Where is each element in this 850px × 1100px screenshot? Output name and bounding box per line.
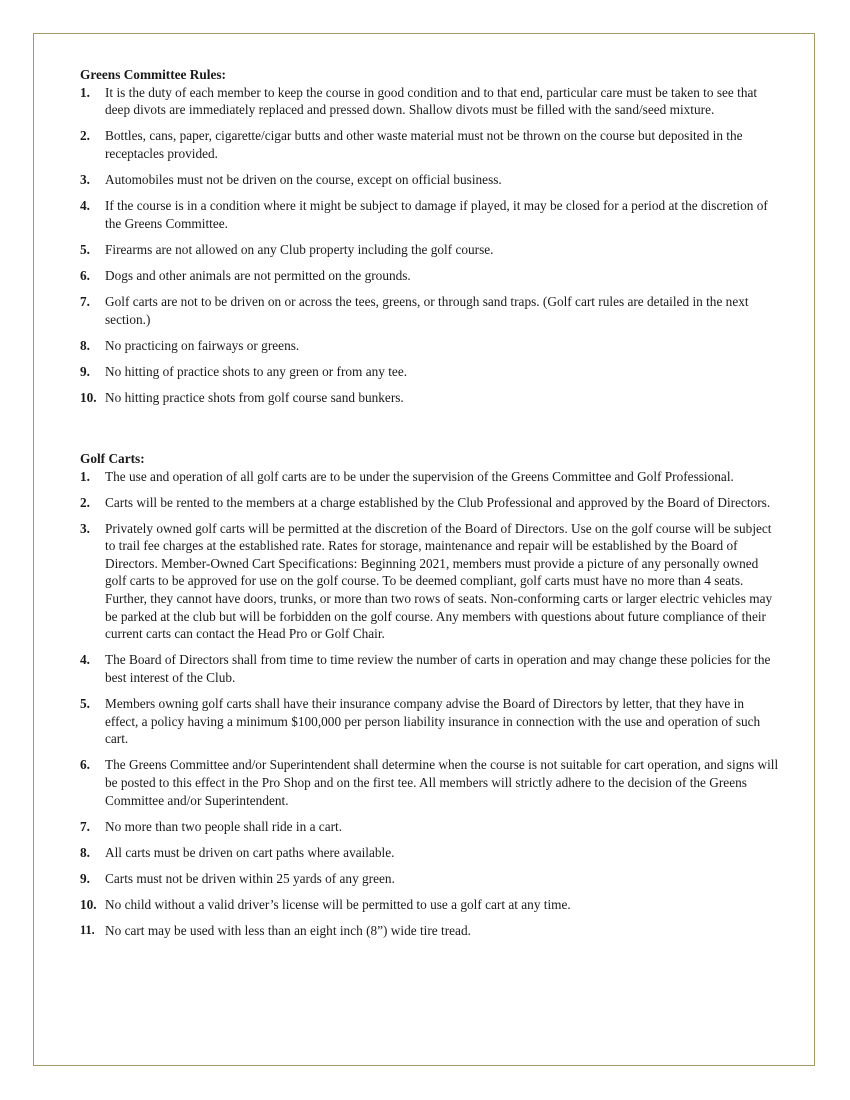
item-number: 7. bbox=[80, 818, 90, 834]
item-text: Carts must not be driven within 25 yards of any green. bbox=[105, 870, 395, 886]
item-number: 1. bbox=[80, 468, 90, 484]
list-item bbox=[80, 337, 780, 355]
list-item bbox=[80, 494, 780, 512]
item-number: 9. bbox=[80, 363, 90, 379]
item-text: No hitting practice shots from golf course sand bunkers. bbox=[105, 389, 404, 405]
golf-carts-list bbox=[80, 468, 780, 940]
list-item bbox=[80, 171, 780, 189]
list-item bbox=[80, 695, 780, 748]
item-text: No hitting of practice shots to any green or from any tee. bbox=[105, 363, 408, 379]
golf-carts-heading: Golf Carts: bbox=[80, 450, 145, 466]
list-item bbox=[80, 844, 780, 862]
list-item bbox=[80, 267, 780, 285]
item-number: 7. bbox=[80, 293, 90, 309]
list-item bbox=[80, 293, 780, 328]
item-text: The use and operation of all golf carts are to be under the supervision of the Greens Committee and Golf Professional. bbox=[105, 468, 734, 484]
item-number: 3. bbox=[80, 171, 90, 187]
item-text: No practicing on fairways or greens. bbox=[105, 337, 300, 353]
item-text: Firearms are not allowed on any Club property including the golf course. bbox=[105, 241, 494, 257]
item-text: The Board of Directors shall from time to time review the number of carts in operation and may change these policies for the best interest of the Club. bbox=[105, 652, 771, 685]
item-number: 8. bbox=[80, 337, 90, 353]
item-number: 10. bbox=[80, 896, 97, 912]
item-text: No more than two people shall ride in a cart. bbox=[105, 818, 343, 834]
list-item bbox=[80, 651, 780, 686]
greens-rules-list bbox=[80, 84, 780, 407]
list-item bbox=[80, 84, 780, 119]
item-text: If the course is in a condition where it might be subject to damage if played, it may be closed for a period at the discretion of the Greens Committee. bbox=[105, 198, 768, 231]
item-text: Dogs and other animals are not permitted on the grounds. bbox=[105, 267, 411, 283]
list-item bbox=[80, 241, 780, 259]
list-item bbox=[80, 896, 780, 914]
item-number: 1. bbox=[80, 84, 90, 100]
section-spacer bbox=[80, 415, 780, 450]
item-number: 10. bbox=[80, 389, 97, 405]
list-item bbox=[80, 363, 780, 381]
item-text: Members owning golf carts shall have their insurance company advise the Board of Directors by letter, that they have in effect, a policy having a minimum $100,000 per person liability insurance in connection with the use and operation of such cart. bbox=[105, 696, 761, 747]
item-number: 5. bbox=[80, 241, 90, 257]
list-item bbox=[80, 922, 780, 940]
golf-carts-section bbox=[80, 450, 780, 940]
greens-committee-heading: Greens Committee Rules: bbox=[80, 67, 226, 82]
item-number: 3. bbox=[80, 520, 90, 536]
list-item bbox=[80, 127, 780, 162]
item-text: Privately owned golf carts will be permitted at the discretion of the Board of Directors. Use on the golf course will be subject to trail fee charges at the established rate. Rates for storage, maintenance and repair will be established by the Board of Directors. Member-Owned Cart Specifications: Beginning 2021, members must provide a picture of any personally owned golf carts to be approved for use on the golf course. To be deemed compliant, golf carts must have no more than 4 seats. Further, they cannot have doors, trunks, or more than two rows of seats. Non-conforming carts or larger electric vehicles may be parked at the club but will be forbidden on the golf course. Any members with questions about future compliance of their current carts can contact the Head Pro or Golf Chair. bbox=[105, 520, 773, 642]
list-item bbox=[80, 197, 780, 232]
item-text: The Greens Committee and/or Superintendent shall determine when the course is not suitable for cart operation, and signs will be posted to this effect in the Pro Shop and on the first tee. All members will strictly adhere to the decision of the Greens Committee and/or Superintendent. bbox=[105, 757, 779, 808]
list-item bbox=[80, 389, 780, 407]
item-number: 6. bbox=[80, 267, 90, 283]
item-text: Carts will be rented to the members at a charge established by the Club Professional and approved by the Board of Directors. bbox=[105, 494, 771, 510]
list-item bbox=[80, 756, 780, 809]
item-text: Bottles, cans, paper, cigarette/cigar butts and other waste material must not be thrown on the course but deposited in the receptacles provided. bbox=[105, 128, 743, 161]
item-number: 11. bbox=[80, 922, 95, 937]
item-text: Automobiles must not be driven on the course, except on official business. bbox=[105, 171, 502, 187]
item-number: 8. bbox=[80, 844, 90, 860]
item-number: 6. bbox=[80, 757, 90, 773]
list-item bbox=[80, 468, 780, 486]
item-text: It is the duty of each member to keep the course in good condition and to that end, particular care must be taken to see that deep divots are immediately replaced and pressed down. Shallow divots must be filled with the sand/seed mixture. bbox=[105, 84, 758, 118]
item-number: 4. bbox=[80, 652, 90, 668]
item-text: All carts must be driven on cart paths where available. bbox=[105, 844, 395, 860]
item-number: 4. bbox=[80, 198, 90, 214]
item-number: 2. bbox=[80, 128, 90, 144]
greens-committee-section bbox=[80, 66, 780, 406]
list-item bbox=[80, 520, 780, 643]
item-text: Golf carts are not to be driven on or across the tees, greens, or through sand traps. (Golf cart rules are detailed in the next section.) bbox=[105, 293, 749, 327]
document-body bbox=[80, 66, 780, 948]
item-number: 5. bbox=[80, 696, 90, 712]
item-number: 9. bbox=[80, 870, 90, 886]
item-text: No cart may be used with less than an eight inch (8”) wide tire tread. bbox=[105, 922, 471, 938]
item-text: No child without a valid driver’s license will be permitted to use a golf cart at any time. bbox=[105, 896, 571, 912]
item-number: 2. bbox=[80, 494, 90, 510]
list-item bbox=[80, 818, 780, 836]
list-item bbox=[80, 870, 780, 888]
